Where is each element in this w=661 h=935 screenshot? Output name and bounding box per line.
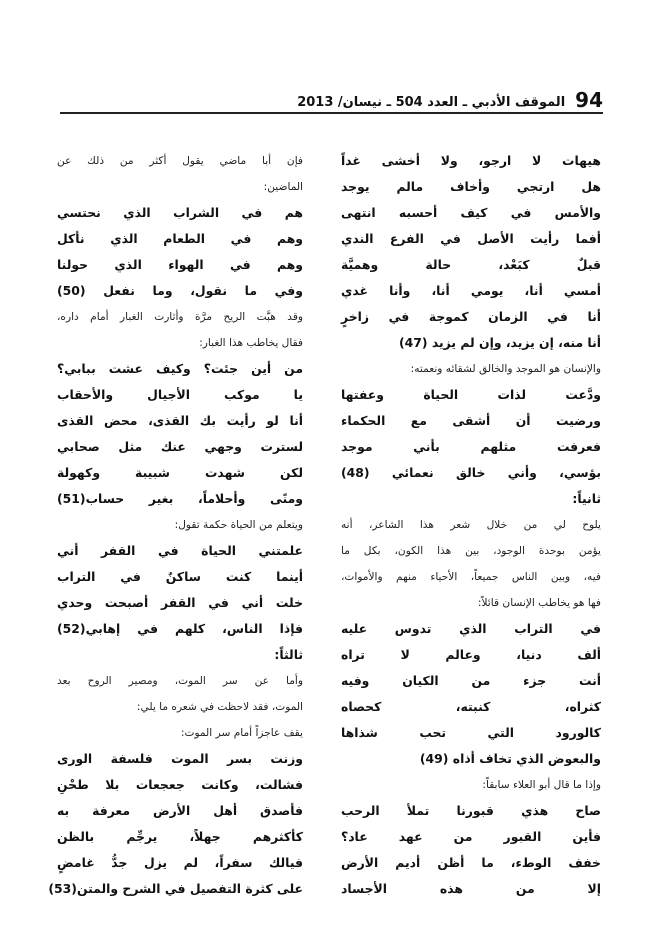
verse-line: أنا لو رأيت بك القذى، محض القذى <box>57 413 303 428</box>
verse-line: ومنًى وأحلاماً، بغير حساب(51) <box>57 491 303 506</box>
verse-line: ورضيت أن أشقى مع الحكماء <box>341 413 601 428</box>
section-heading: ثالثاً: <box>274 647 303 662</box>
prose-line: فها هو يخاطب الإنسان قائلاً: <box>477 597 601 609</box>
verse-line: أنا في الزمان كموجة في زاخرٍ <box>341 309 601 324</box>
verse-line: بؤسي، وأني خالق نعمائي (48) <box>341 465 601 480</box>
verse-line: من أين جئت؟ وكيف عشت ببابي؟ <box>57 361 303 376</box>
prose-line: يلوح لي من خلال شعر هذا الشاعر، أنه <box>341 519 601 531</box>
verse-line: هيهات لا ارجو، ولا أخشى غداً <box>341 153 601 168</box>
page-header <box>60 88 603 110</box>
verse-line: كأكثرهم جهلاً، يرجِّم بالظن <box>57 829 303 844</box>
verse-line: فيالك سفراً، لم يزل جدُّ غامضٍ <box>57 855 303 870</box>
right-column <box>341 148 601 902</box>
verse-line: إلا من هذه الأجساد <box>341 881 601 896</box>
verse-line: أنت جزء من الكيان وفيه <box>341 673 601 688</box>
verse-line: فأصدق أهل الأرض معرفة به <box>57 803 303 818</box>
verse-line: أنا منه، إن يزيد، وإن لم يزيد (47) <box>398 335 601 350</box>
verse-line: ألف دنيا، وعالم لا تراه <box>341 647 601 662</box>
prose-line: الموت، فقد لاحظت في شعره ما يلي: <box>136 701 303 713</box>
verse-line: لكن شهدت شبيبة وكهولة <box>57 465 303 480</box>
verse-line: وزنت بسر الموت فلسفة الورى <box>57 751 303 766</box>
verse-line: لسترت وجهي عنك مثل صحابي <box>57 439 303 454</box>
verse-line: قبلٌ كبَعْد، حالة وهميَّة <box>341 257 601 272</box>
verse-line: كالورود التي تحب شذاها <box>341 725 601 740</box>
verse-line: أمسي أنا، يومي أنا، وأنا غدي <box>341 283 601 298</box>
section-heading: ثانياً: <box>572 491 601 506</box>
prose-line: وقد هبَّت الريح مرَّة وأثارت الغبار أمام داره، <box>57 311 303 323</box>
verse-line: يا موكب الأجيال والأحقاب <box>57 387 303 402</box>
prose-line: الماضين: <box>263 181 303 193</box>
verse-line: والأمس في كيف أحسبه انتهى <box>341 205 601 220</box>
prose-line: فإن أبا ماضي يقول أكثر من ذلك عن <box>57 155 303 167</box>
verse-line: وهم في الهواء الذي حولنا <box>57 257 303 272</box>
verse-line: صاح هذي قبورنا تملأ الرحب <box>341 803 601 818</box>
prose-line: يؤمن بوحدة الوجود، بين هذا الكون، بكل ما <box>341 545 601 557</box>
prose-line: يقف عاجزاً أمام سر الموت: <box>180 727 303 739</box>
verse-line: خلت أني في القفر أصبحت وحدي <box>57 595 303 610</box>
verse-line: علمتني الحياة في القفر أني <box>57 543 303 558</box>
verse-line: هل ارتجي وأخاف مالم يوجد <box>341 179 601 194</box>
page-number: 94 <box>575 88 603 112</box>
verse-line: والبعوض الذي تخاف أذاه (49) <box>419 751 601 766</box>
verse-line: ودَّعت لذات الحياة وعفتها <box>341 387 601 402</box>
prose-line: فيه، وبين الناس جميعاً، الأحياء منهم والأموات، <box>341 571 601 583</box>
verse-line: على كثرة التفصيل في الشرح والمتن(53) <box>48 881 303 896</box>
prose-line: والإنسان هو الموجد والخالق لشقائه ونعمته: <box>410 363 601 375</box>
prose-line: ويتعلم من الحياة حكمة تقول: <box>174 519 303 531</box>
verse-line: خفف الوطء، ما أظن أديم الأرض <box>341 855 601 870</box>
verse-line: أفما رأيت الأصل في الفرع الندي <box>341 231 601 246</box>
prose-line: فقال يخاطب هذا الغبار: <box>199 337 303 349</box>
running-title: الموقف الأدبي ـ العدد 504 ـ نيسان/ 2013 <box>297 95 566 110</box>
verse-line: في التراب الذي تدوس عليه <box>341 621 601 636</box>
left-column <box>48 148 303 902</box>
verse-line: أينما كنت ساكنٌ في التراب <box>57 569 303 584</box>
header-rule <box>60 112 603 114</box>
verse-line: وفي ما نقول، وما نفعل (50) <box>57 283 303 298</box>
prose-line: وإذا ما قال أبو العلاء سابقاً: <box>482 779 601 791</box>
verse-line: وهم في الطعام الذي نأكل <box>57 231 303 246</box>
verse-line: فأين القبور من عهد عاد؟ <box>341 829 601 844</box>
verse-line: هم في الشراب الذي نحتسي <box>57 205 303 220</box>
verse-line: كثراه، كنبته، كحصاه <box>341 699 601 714</box>
prose-line: وأما عن سر الموت، ومصير الروح بعد <box>57 675 303 687</box>
verse-line: فعرفت مثلهم بأني موجد <box>341 439 601 454</box>
verse-line: فإذا الناس، كلهم في إهابي(52) <box>57 621 303 636</box>
verse-line: فشالت، وكانت جعجعات بلا طحْنِ <box>57 777 303 792</box>
